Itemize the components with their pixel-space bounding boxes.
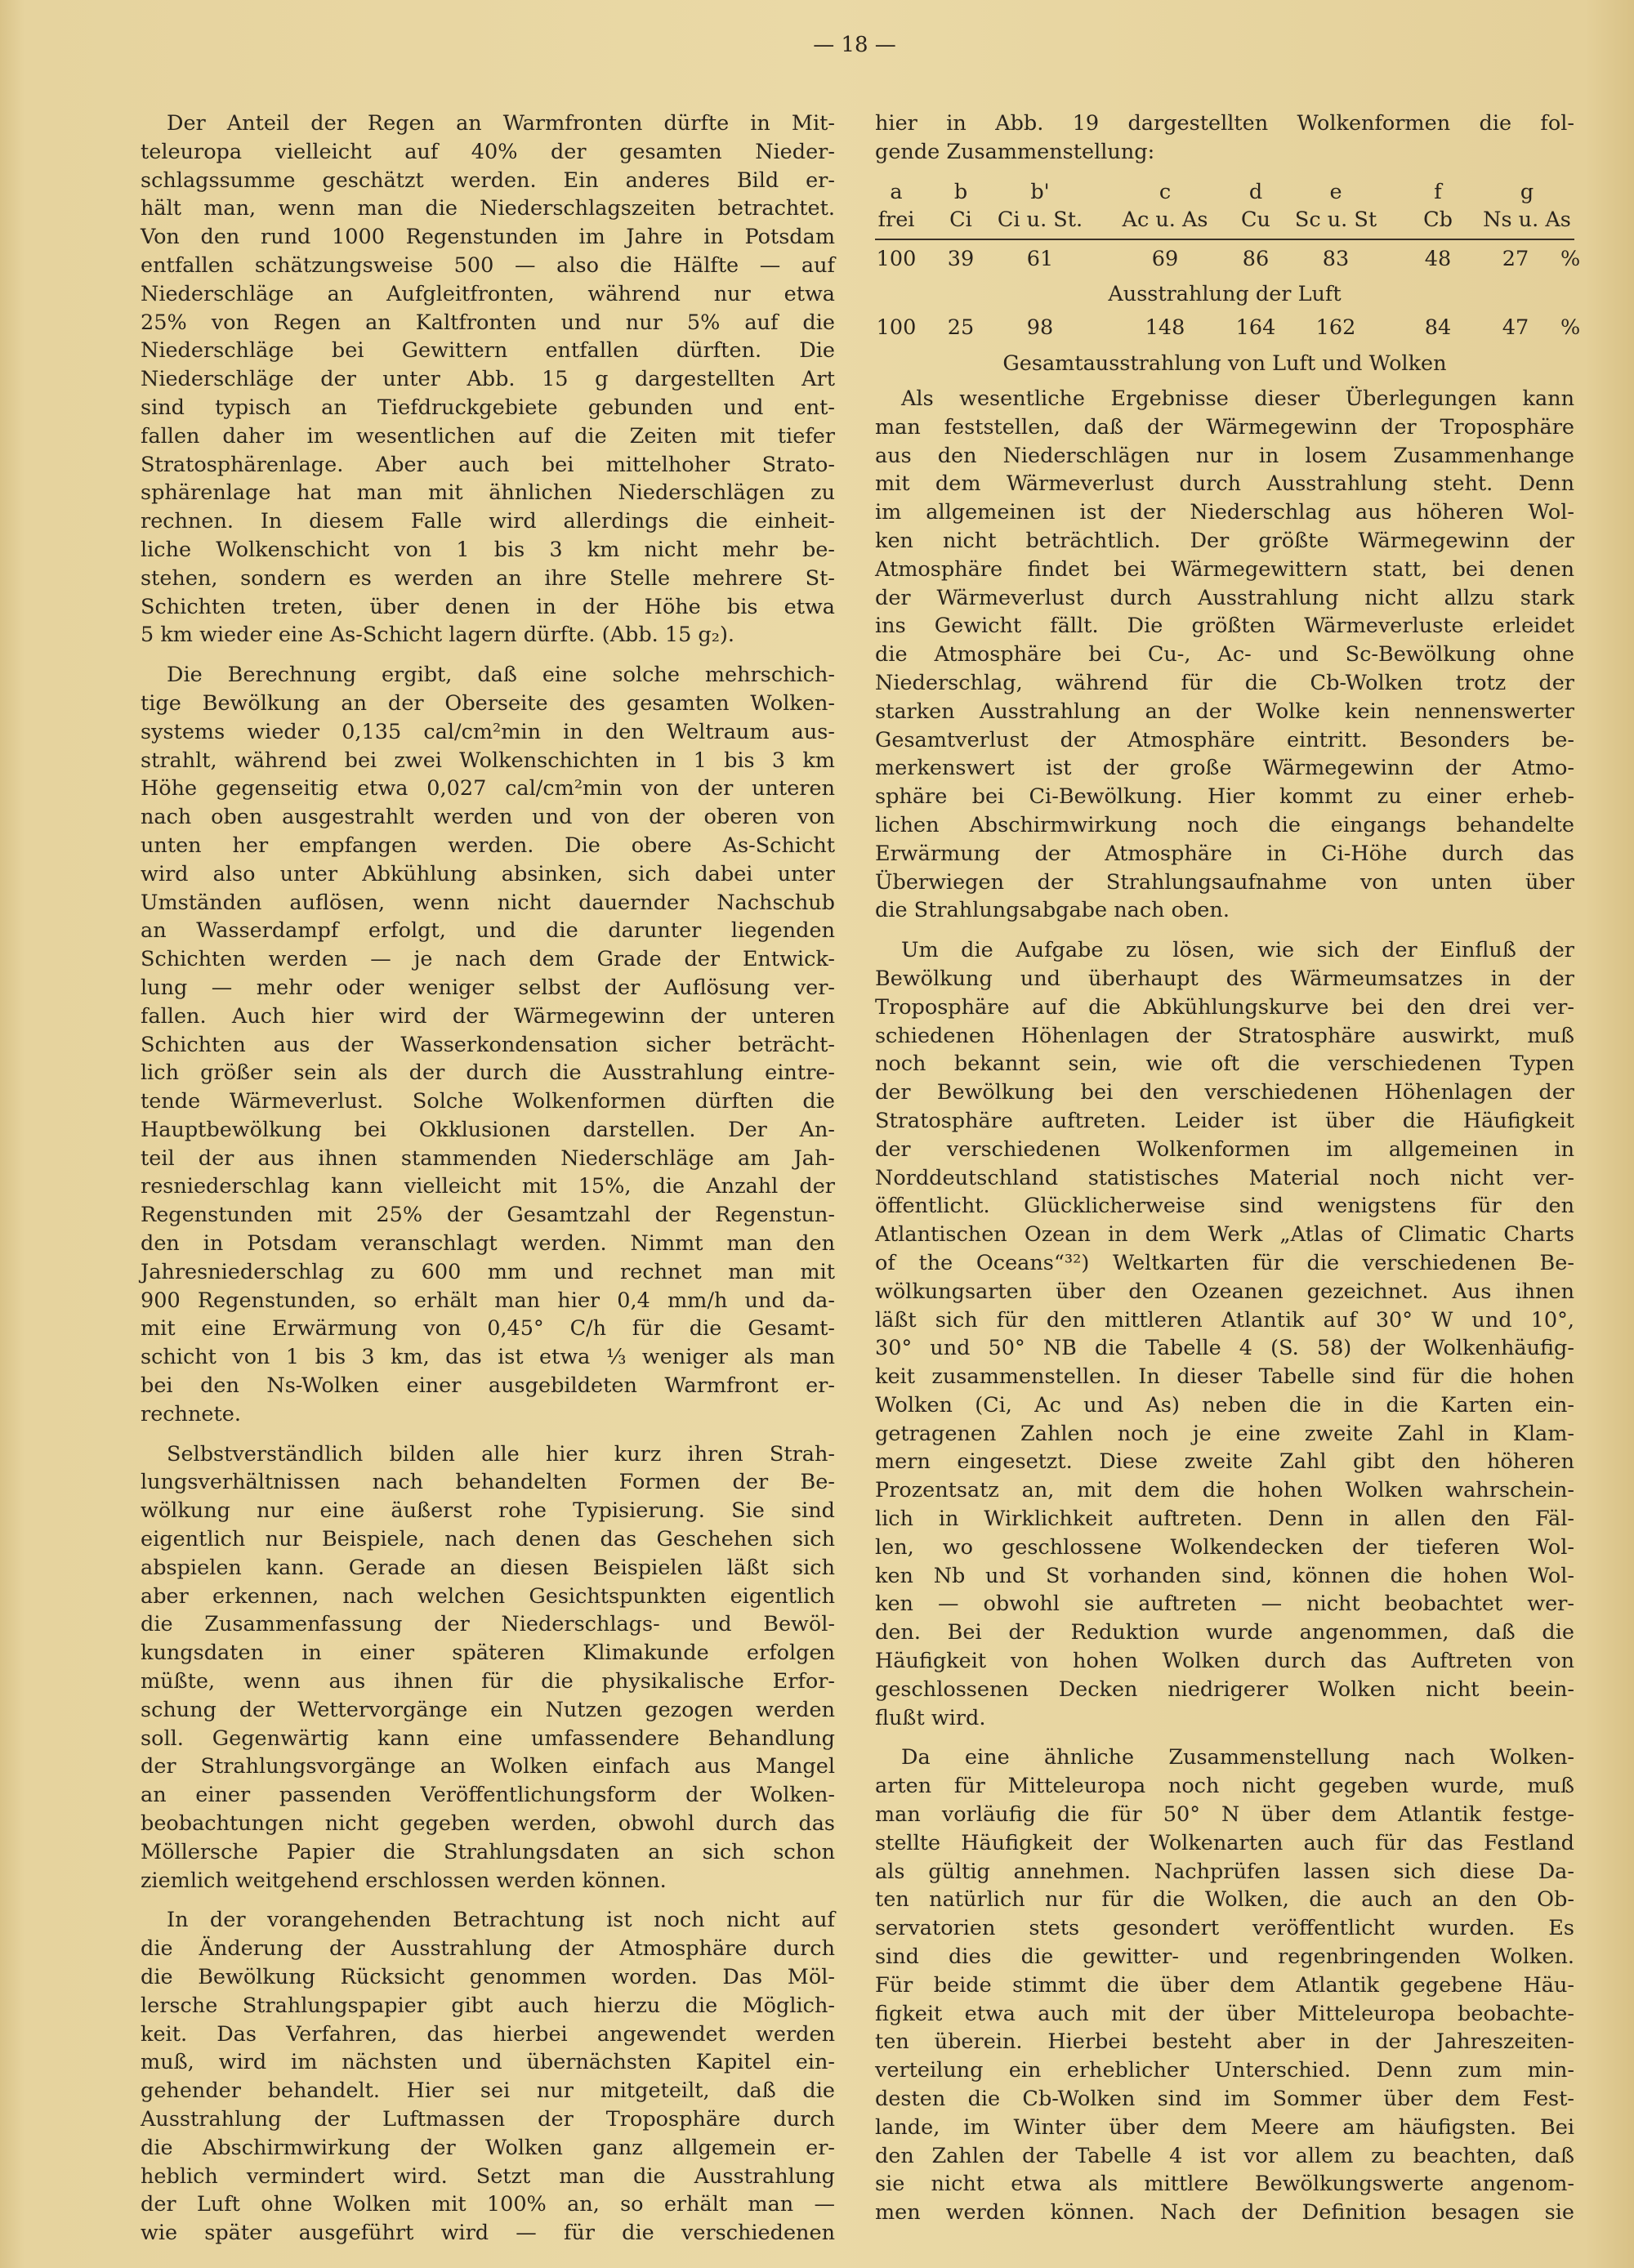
text-line: der Bewölkung bei den verschiedenen Höhenlagen der (875, 1080, 1574, 1105)
table-cell: 84 (1424, 315, 1452, 340)
text-line: lich größer sein als der durch die Ausstrahlung eintre- (141, 1060, 835, 1086)
text-line: hier in Abb. 19 dargestellten Wolkenformen die fol- (875, 111, 1574, 136)
table-cell: 27 (1502, 247, 1529, 271)
text-line: lersche Strahlungspapier gibt auch hierzu die Möglich- (141, 1993, 835, 2018)
text-line: muß, wird im nächsten und übernächsten Kapitel ein- (141, 2050, 835, 2075)
column-letter: e (1329, 180, 1342, 204)
text-line: schicht von 1 bis 3 km, das ist etwa ⅓ weniger als man (141, 1345, 835, 1370)
table-cell: 39 (947, 247, 975, 271)
text-line: ken nicht beträchtlich. Der größte Wärmegewinn der (875, 528, 1574, 553)
text-line: 900 Regenstunden, so erhält man hier 0,4 mm/h und da- (141, 1288, 835, 1313)
text-line: den in Potsdam veranschlagt werden. Nimmt man den (141, 1231, 835, 1257)
text-line: flußt wird. (875, 1705, 986, 1730)
table-cell: 48 (1424, 247, 1452, 271)
text-line: Stratosphäre auftreten. Leider ist über die Häufigkeit (875, 1108, 1574, 1133)
text-line: ten natürlich nur für die Wolken, die auch an den Ob- (875, 1887, 1574, 1913)
column-letter: a (890, 180, 903, 204)
text-line: of the Oceans“³²) Weltkarten für die verschiedenen Be- (875, 1250, 1574, 1275)
text-line: sphäre bei Ci-Bewölkung. Hier kommt zu einer erheb- (875, 784, 1574, 810)
column-letter: b (953, 180, 968, 204)
column-header: Ac u. As (1122, 208, 1208, 232)
text-line: die Strahlungsabgabe nach oben. (875, 898, 1230, 923)
text-line: Häufigkeit von hohen Wolken durch das Auftreten von (875, 1649, 1574, 1674)
text-line: rechnete. (141, 1401, 241, 1426)
text-line: Troposphäre auf die Abkühlungskurve bei den drei ver- (875, 994, 1574, 1020)
text-line: als gültig annehmen. Nachprüfen lassen sich diese Da- (875, 1859, 1574, 1884)
text-line: sie nicht etwa als mittlere Bewölkungswerte angenom- (875, 2172, 1574, 2197)
table-cell: 25 (947, 315, 975, 340)
text-line: der verschiedenen Wolkenformen im allgemeinen in (875, 1136, 1574, 1162)
text-line: Selbstverständlich bilden alle hier kurz ihren Strah- (167, 1441, 835, 1467)
column-header: Ci u. St. (997, 208, 1083, 232)
table-cell: 100 (876, 247, 917, 271)
text-line: abspielen kann. Gerade an diesen Beispielen läßt sich (141, 1555, 835, 1580)
text-line: ten überein. Hierbei besteht aber in der Jahreszeiten- (875, 2029, 1574, 2055)
text-line: lungsverhältnissen nach behandelten Formen der Be- (141, 1470, 835, 1495)
text-line: Für beide stimmt die über dem Atlantik gegebene Häu- (875, 1972, 1574, 1998)
text-line: sind typisch an Tiefdruckgebiete gebunden und ent- (141, 395, 835, 420)
text-line: Hauptbewölkung bei Okklusionen darstellen. Der An- (141, 1117, 835, 1142)
text-line: lande, im Winter über dem Meere am häufigsten. Bei (875, 2114, 1574, 2140)
text-line: Erwärmung der Atmosphäre in Ci-Höhe durch das (875, 841, 1574, 866)
paragraph (875, 385, 1574, 925)
text-line: Die Berechnung ergibt, daß eine solche mehrschich- (167, 663, 835, 688)
text-line: wölkung nur eine äußerst rohe Typisierung. Sie sind (141, 1498, 835, 1524)
text-line: 5 km wieder eine As-Schicht lagern dürfte. (Abb. 15 g₂). (141, 623, 735, 648)
text-line: entfallen schätzungsweise 500 — also die Hälfte — auf (141, 252, 835, 278)
text-line: servatorien stets gesondert veröffentlicht wurden. Es (875, 1916, 1574, 1941)
left-column (141, 109, 835, 2259)
text-line: aber erkennen, nach welchen Gesichtspunkten eigentlich (141, 1583, 835, 1609)
text-line: Ausstrahlung der Luftmassen der Troposphäre durch (141, 2106, 835, 2132)
text-line: Niederschläge bei Gewittern entfallen dürften. Die (141, 338, 835, 364)
text-line: bei den Ns-Wolken einer ausgebildeten Warmfront er- (141, 1373, 835, 1399)
column-header: Ns u. As (1483, 208, 1571, 232)
text-line: schlagssumme geschätzt werden. Ein anderes Bild er- (141, 167, 835, 193)
text-line: getragenen Zahlen noch je eine zweite Zahl in Klam- (875, 1421, 1574, 1446)
text-line: strahlt, während bei zwei Wolkenschichten in 1 bis 3 km (141, 748, 835, 773)
text-line: liche Wolkenschicht von 1 bis 3 km nicht mehr be- (141, 537, 835, 562)
table-cell: 164 (1235, 315, 1276, 340)
table-cell: 69 (1151, 247, 1179, 271)
text-line: desten die Cb-Wolken sind im Sommer über dem Fest- (875, 2087, 1574, 2112)
text-line: figkeit etwa auch mit der über Mitteleuropa beobachte- (875, 2001, 1574, 2026)
row-caption: Ausstrahlung der Luft (1108, 282, 1342, 306)
text-line: Schichten treten, über denen in der Höhe bis etwa (141, 594, 835, 619)
text-line: aus den Niederschlägen nur in losem Zusammenhange (875, 443, 1574, 468)
text-line: fallen. Auch hier wird der Wärmegewinn der unteren (141, 1003, 835, 1029)
column-letter: d (1248, 180, 1263, 204)
text-line: teil der aus ihnen stammenden Niederschläge am Jah- (141, 1145, 835, 1171)
table-cell: 162 (1315, 315, 1356, 340)
text-line: Da eine ähnliche Zusammenstellung nach Wolken- (901, 1745, 1574, 1770)
text-line: ken Nb und St vorhanden sind, können die hohen Wol- (875, 1563, 1574, 1588)
text-line: ziemlich weitgehend erschlossen werden können. (141, 1868, 667, 1893)
text-line: heblich vermindert wird. Setzt man die Ausstrahlung (141, 2163, 835, 2189)
column-letter: c (1159, 180, 1172, 204)
text-line: die Abschirmwirkung der Wolken ganz allgemein er- (141, 2135, 835, 2160)
text-line: die Bewölkung Rücksicht genommen worden. Das Möl- (141, 1965, 835, 1989)
table-cell: 83 (1322, 247, 1350, 271)
text-line: den. Bei der Reduktion wurde angenommen, daß die (875, 1620, 1574, 1645)
text-line: ken — obwohl sie auftreten — nicht beobachtet wer- (875, 1592, 1574, 1617)
right-column-intro (875, 109, 1574, 178)
text-line: gehender behandelt. Hier sei nur mitgeteilt, daß die (141, 2078, 835, 2104)
text-line: an einer passenden Veröffentlichungsform der Wolken- (141, 1783, 835, 1808)
text-line: unten her empfangen werden. Die obere As-Schicht (141, 833, 835, 858)
text-line: gende Zusammenstellung: (875, 139, 1155, 164)
paragraph (141, 109, 835, 650)
text-line: tige Bewölkung an der Oberseite des gesamten Wolken- (141, 690, 835, 716)
text-line: starken Ausstrahlung an der Wolke kein nennenswerter (875, 699, 1574, 724)
text-line: lich in Wirklichkeit auftreten. Denn in allen den Fäl- (875, 1507, 1574, 1532)
text-line: Niederschlag, während für die Cb-Wolken trotz der (875, 670, 1574, 695)
paragraph (875, 936, 1574, 1732)
paragraph (875, 1743, 1574, 2227)
text-line: Stratosphärenlage. Aber auch bei mittelhoher Strato- (141, 452, 835, 477)
text-line: lichen Abschirmwirkung noch die eingangs behandelte (875, 812, 1574, 837)
text-line: Der Anteil der Regen an Warmfronten dürfte in Mit- (167, 111, 835, 136)
table-cell: 148 (1145, 315, 1185, 340)
text-line: man vorläufig die für 50° N über dem Atlantik festge- (875, 1802, 1574, 1828)
text-line: mit eine Erwärmung von 0,45° C/h für die Gesamt- (141, 1316, 835, 1342)
text-line: mit dem Wärmeverlust durch Ausstrahlung steht. Denn (875, 471, 1574, 497)
text-line: den Zahlen der Tabelle 4 ist vor allem zu beachten, daß (875, 2143, 1574, 2168)
text-line: Überwiegen der Strahlungsaufnahme von unten über (875, 869, 1574, 895)
text-line: tende Wärmeverlust. Solche Wolkenformen dürften die (141, 1089, 835, 1114)
column-letter: g (1520, 180, 1534, 204)
text-line: verteilung ein erheblicher Unterschied. Denn zum min- (875, 2058, 1574, 2083)
text-line: man feststellen, daß der Wärmegewinn der Troposphäre (875, 414, 1574, 440)
text-line: fallen daher im wesentlichen auf die Zeiten mit tiefer (141, 423, 835, 449)
text-line: Schichten werden — je nach dem Grade der Entwick- (141, 947, 835, 972)
text-line: Regenstunden mit 25% der Gesamtzahl der Regenstun- (141, 1203, 835, 1228)
text-line: Norddeutschland statistisches Material noch nicht ver- (875, 1165, 1574, 1190)
text-line: stellte Häufigkeit der Wolkenarten auch für das Festland (875, 1830, 1574, 1855)
text-line: lung — mehr oder weniger selbst der Auflösung ver- (141, 975, 835, 1000)
text-line: keit. Das Verfahren, das hierbei angewendet werden (141, 2021, 835, 2047)
paragraph (141, 1906, 835, 2248)
column-header: Sc u. St (1294, 208, 1377, 232)
text-line: arten für Mitteleuropa noch nicht gegeben wurde, muß (875, 1774, 1574, 1799)
text-line: Gesamtverlust der Atmosphäre eintritt. Besonders be- (875, 727, 1574, 752)
text-line: keit zusammenstellen. In dieser Tabelle sind für die hohen (875, 1364, 1574, 1390)
text-line: Niederschläge der unter Abb. 15 g dargestellten Art (141, 367, 835, 392)
text-line: öffentlicht. Glücklicherweise sind wenigstens für den (875, 1194, 1574, 1219)
text-line: hält man, wenn man die Niederschlagszeiten betrachtet. (141, 196, 835, 221)
text-line: Um die Aufgabe zu lösen, wie sich der Einfluß der (901, 938, 1574, 963)
table-cell: 98 (1026, 315, 1054, 340)
table-cell: 100 (876, 315, 917, 340)
text-line: wölkungsarten über den Ozeanen gezeichnet. Aus ihnen (875, 1279, 1574, 1304)
text-line: geschlossenen Decken niedrigerer Wolken nicht beein- (875, 1676, 1574, 1702)
text-line: wie später ausgeführt wird — für die verschiedenen (141, 2221, 835, 2246)
table-cell: 86 (1242, 247, 1270, 271)
unit-label: % (1560, 315, 1581, 340)
table-cell: 61 (1026, 247, 1054, 271)
right-column-body (875, 385, 1574, 2239)
column-header: Cb (1423, 208, 1453, 232)
text-line: Als wesentliche Ergebnisse dieser Überlegungen kann (901, 386, 1574, 411)
column-letter: f (1434, 180, 1442, 204)
text-line: die Änderung der Ausstrahlung der Atmosphäre durch (141, 1936, 835, 1962)
paragraph (141, 661, 835, 1429)
page-number: — 18 — (813, 33, 896, 57)
column-header: Ci (949, 208, 972, 232)
row-caption: Gesamtausstrahlung von Luft und Wolken (1002, 351, 1447, 376)
text-line: mern eingesetzt. Diese zweite Zahl gibt den höheren (875, 1449, 1574, 1475)
text-line: teleuropa vielleicht auf 40% der gesamten Nieder- (141, 139, 835, 164)
text-line: läßt sich für den mittleren Atlantik auf 30° W und 10°, (875, 1307, 1574, 1333)
text-line: an Wasserdampf erfolgt, und die darunter liegenden (141, 918, 835, 944)
text-line: systems wieder 0,135 cal/cm²min in den Weltraum aus- (141, 719, 835, 744)
text-line: Umständen auflösen, wenn nicht dauernder Nachschub (141, 890, 835, 915)
text-line: eigentlich nur Beispiele, nach denen das Geschehen sich (141, 1527, 835, 1552)
text-line: der Wärmeverlust durch Ausstrahlung nicht allzu stark (875, 585, 1574, 610)
text-line: Möllersche Papier die Strahlungsdaten an sich schon (141, 1839, 835, 1864)
text-line: Von den rund 1000 Regenstunden im Jahre in Potsdam (141, 225, 835, 250)
unit-label: % (1560, 247, 1581, 271)
text-line: Prozentsatz an, mit dem die hohen Wolken wahrschein- (875, 1478, 1574, 1503)
text-line: beobachtungen nicht gegeben werden, obwohl durch das (141, 1811, 835, 1837)
text-line: wird also unter Abkühlung absinken, sich dabei unter (141, 861, 835, 886)
text-line: noch bekannt sein, wie oft die verschiedenen Typen (875, 1051, 1574, 1077)
text-line: merkenswert ist der große Wärmegewinn der Atmo- (875, 756, 1574, 781)
text-line: schung der Wettervorgänge ein Nutzen gezogen werden (141, 1697, 835, 1722)
text-line: stehen, sondern es werden an ihre Stelle mehrere St- (141, 565, 835, 591)
table-cell: 47 (1502, 315, 1529, 340)
text-line: der Luft ohne Wolken mit 100% an, so erhält man — (141, 2192, 835, 2217)
text-line: der Strahlungsvorgänge an Wolken einfach aus Mangel (141, 1754, 835, 1779)
text-line: Niederschläge an Aufgleitfronten, während nur etwa (141, 281, 835, 306)
column-header: frei (877, 208, 915, 232)
text-line: die Zusammenfassung der Niederschlags- und Bewöl- (141, 1612, 835, 1637)
column-header: Cu (1241, 208, 1270, 232)
text-line: rechnen. In diesem Falle wird allerdings die einheit- (141, 509, 835, 534)
text-line: Atlantischen Ozean in dem Werk „Atlas of Climatic Charts (875, 1222, 1574, 1248)
text-line: In der vorangehenden Betrachtung ist noch nicht auf (167, 1908, 835, 1933)
text-line: Schichten aus der Wasserkondensation sicher beträcht- (141, 1032, 835, 1057)
text-line: schiedenen Höhenlagen der Stratosphäre auswirkt, muß (875, 1023, 1574, 1048)
text-line: resniederschlag kann vielleicht mit 15%, die Anzahl der (141, 1174, 835, 1199)
column-letter: b' (1030, 180, 1050, 204)
text-line: Wolken (Ci, Ac und As) neben die in die Karten ein- (875, 1392, 1574, 1418)
text-line: Atmosphäre findet bei Wärmegewittern statt, bei denen (875, 556, 1574, 582)
text-line: nach oben ausgestrahlt werden und von der oberen von (141, 805, 835, 830)
text-line: Jahresniederschlag zu 600 mm und rechnet man mit (141, 1259, 835, 1284)
text-line: Höhe gegenseitig etwa 0,027 cal/cm²min von der unteren (141, 776, 835, 801)
text-line: ins Gewicht fällt. Die größten Wärmeverluste erleidet (875, 614, 1574, 639)
text-line: sind dies die gewitter- und regenbringenden Wolken. (875, 1944, 1574, 1970)
text-line: men werden können. Nach der Definition besagen sie (875, 2200, 1574, 2226)
table-rule (875, 239, 1574, 240)
text-line: 25% von Regen an Kaltfronten und nur 5% auf die (141, 310, 835, 335)
text-line: sphärenlage hat man mit ähnlichen Niederschlägen zu (141, 480, 835, 506)
text-line: die Atmosphäre bei Cu-, Ac- und Sc-Bewölkung ohne (875, 642, 1574, 667)
text-line: len, wo geschlossene Wolkendecken der tieferen Wol- (875, 1534, 1574, 1560)
text-line: soll. Gegenwärtig kann eine umfassendere Behandlung (141, 1726, 835, 1751)
text-line: kungsdaten in einer späteren Klimakunde erfolgen (141, 1641, 835, 1666)
text-line: im allgemeinen ist der Niederschlag aus höheren Wol- (875, 500, 1574, 525)
paragraph (141, 1440, 835, 1895)
text-line: Bewölkung und überhaupt des Wärmeumsatzes in der (875, 966, 1574, 991)
paragraph (875, 109, 1574, 167)
text-line: 30° und 50° NB die Tabelle 4 (S. 58) der Wolkenhäufig- (875, 1336, 1574, 1361)
text-line: müßte, wenn aus ihnen für die physikalische Erfor- (141, 1669, 835, 1694)
